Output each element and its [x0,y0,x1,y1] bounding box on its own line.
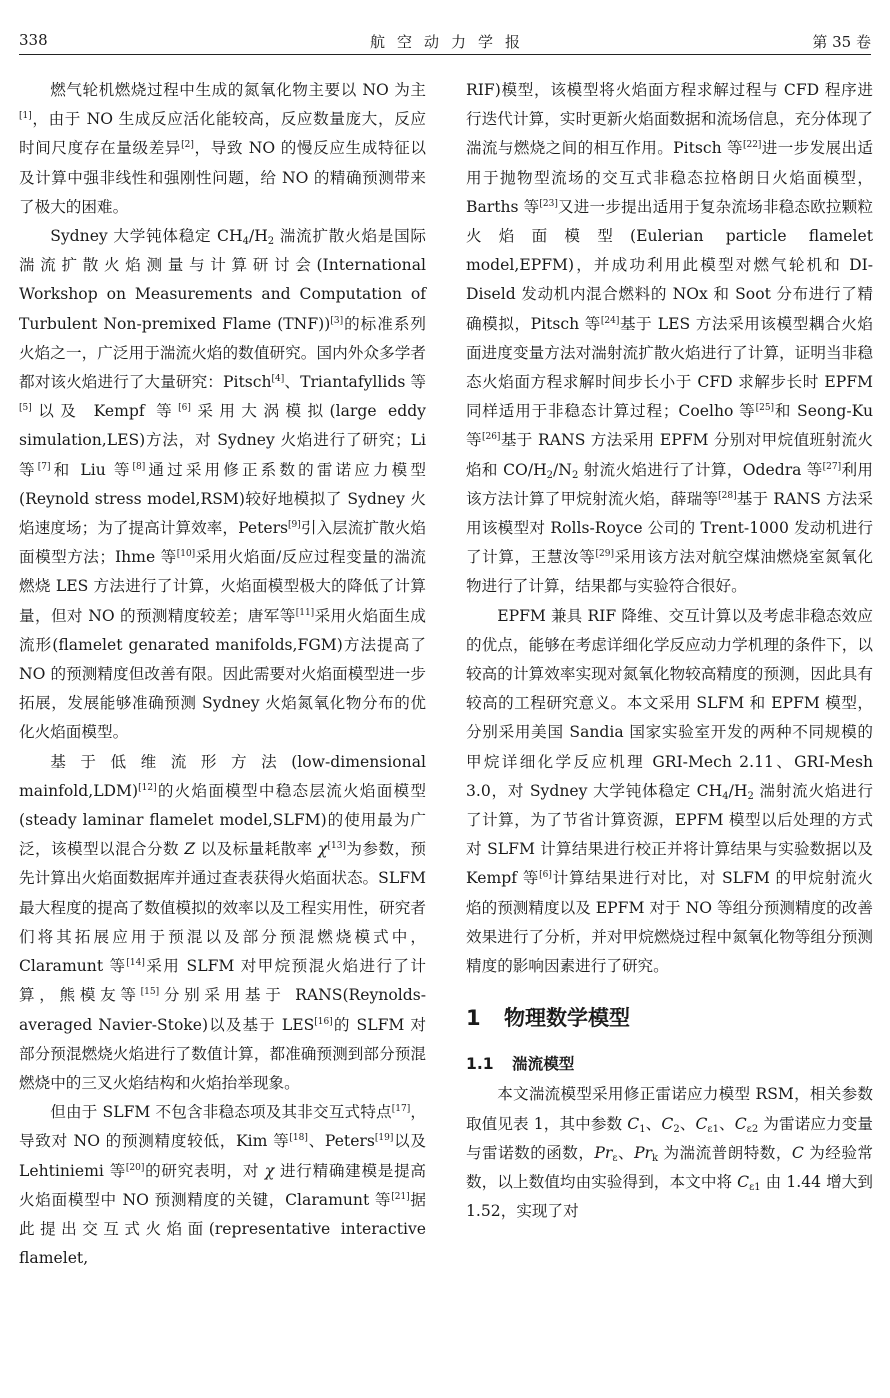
text-run: 采用火焰面生成流形(flamelet genarated manifolds,FGM)方法提高了 NO 的预测精度但改善有限。因此需要对火焰面模型进一步拓展，发展能够准确预测 Sydney 火焰氮氧化物分布的优化火焰面模型。 [19,606,426,742]
citation-ref: [1] [19,111,32,122]
citation-ref: [18] [289,1133,308,1144]
text-run: EPFM 兼具 RIF 降维、交互计算以及考虑非稳态效应的优点，能够在考虑详细化学反应动力学机理的条件下，以较高的计算效率实现对氮氧化物较高精度的预测，因此具有较高的工程研究意义。本文采用 SLFM 和 EPFM 模型，分别采用美国 Sandia 国家实验室开发的两种不同规模的甲烷详细化学反应机理 GRI-Mech 2.11、GRI-Mesh 3.0，对 Sydney 大学钝体稳定 CH [466,606,873,800]
citation-ref: [28] [718,490,737,501]
paragraph [466,76,873,602]
right-column-body [466,76,873,981]
citation-ref: [5] [19,403,32,414]
section-title: 物理数学模型 [504,1006,630,1031]
text-run: 燃气轮机燃烧过程中生成的氮氧化物主要以 NO 为主 [50,81,426,99]
text-run: /H [728,781,748,800]
subscript: 4 [722,790,729,802]
math-symbol: C [661,1114,674,1133]
section-heading [466,1002,873,1034]
subscript: 2 [673,1123,680,1135]
page-header [19,30,871,55]
text-run: 进行精确建模是提高火焰面模型中 NO 预测精度的关键，Claramunt 等 [19,1161,426,1209]
subsection-number: 1.1 [466,1055,494,1074]
text-run: 为湍流普朗特数， [658,1143,792,1162]
right-column [466,76,873,1226]
text-run: /H [248,227,268,246]
math-symbol: C [627,1114,640,1133]
citation-ref: [13] [327,841,346,852]
citation-ref: [16] [314,1016,333,1027]
right-column-tail [466,1080,873,1226]
text-run: 采用该方法对航空煤油燃烧室氮氧化物进行了计算，结果都与实验符合很好。 [466,548,873,596]
text-run: 采用火焰面/反应过程变量的湍流燃烧 LES 方法进行了计算，火焰面模型极大的降低了计算量，但对 NO 的预测精度较差；唐军等 [19,548,426,625]
text-run: 以及 Lehtiniemi 等 [19,1132,426,1180]
text-run: 但由于 SLFM 不包含非稳态项及其非交互式特点 [50,1103,392,1122]
citation-ref: [27] [822,461,842,472]
citation-ref: [20] [125,1162,145,1173]
subscript: k [652,1152,659,1164]
text-run: 、 [617,1143,635,1162]
volume-label: 第 35 卷 [812,33,871,51]
text-run: 采用大涡模拟(large eddy simulation,LES)方法，对 Sydney 火焰进行了研究；Li 等 [19,402,426,479]
citation-ref: [22] [742,140,762,151]
math-symbol: Z [184,840,196,859]
text-run: 为参数，预先计算出火焰面数据库并通过查表获得火焰面状态。SLFM 最大程度的提高了数值模拟的效率以及工程实用性，研究者们将其拓展应用于预混以及部分预混燃烧模式中，Claramunt 等 [19,840,426,976]
text-run: 基于 LES 方法采用该模型耦合火焰面进度变量方法对湍射流扩散火焰进行了计算，证明当非稳态火焰面方程求解时间步长小于 CFD 求解步长时 EPFM 同样适用于非稳态计算过程；Coelho 等 [466,314,873,421]
citation-ref: [24] [600,315,620,326]
text-run: 进一步发展出适用于抛物型流场的交互式非稳态拉格朗日火焰面模型，Barths 等 [466,139,873,216]
text-run: 为雷诺应力变量与雷诺数的函数， [466,1114,873,1162]
citation-ref: [21] [391,1191,410,1202]
text-run: 的研究表明，对 [144,1161,265,1180]
text-run: 通过采用修正系数的雷诺应力模型(Reynold stress model,RSM)较好地模拟了 Sydney 火焰速度场；为了提高计算效率，Peters [19,460,426,538]
text-run: 基于 RANS 方法采用 EPFM 分别对甲烷值班射流火焰和 CO/H [466,431,873,479]
text-run: 又进一步提出适用于复杂流场非稳态欧拉颗粒火焰面模型(Eulerian particle flamelet model,EPFM)，并成功利用此模型对燃气轮机和 DI-Diseld 发动机内混合燃料的 NOx 和 Soot 分布进行了精确模拟，Pitsch 等 [466,197,873,333]
text-run: 湍射流火焰进行了计算，为了节省计算资源，EPFM 模型以后处理的方式对 SLFM 计算结果进行校正并将计算结果与实验数据以及 Kempf 等 [466,781,873,888]
text-run: 为经验常数，以上数值均由实验得到，本文中将 [466,1143,873,1191]
text-run: /N [553,460,572,479]
paragraph [19,1098,426,1273]
math-symbol: C [695,1114,708,1133]
paragraph [19,76,426,222]
math-symbol: C [734,1114,747,1133]
citation-ref: [26] [481,432,501,443]
text-run: ，导致 NO 的慢反应生成特征以及计算中强非线性和强刚性问题，给 NO 的精确预测带来了极大的困难。 [19,139,426,216]
citation-ref: [8] [132,461,146,472]
subscript: ε2 [746,1123,759,1135]
citation-ref: [3] [330,315,344,326]
citation-ref: [14] [126,958,145,969]
math-symbol: χ [318,840,328,859]
text-run: 的 SLFM 对部分预混燃烧火焰进行了数值计算，都准确预测到部分预混燃烧中的三叉火焰结构和火焰抬举现象。 [19,1015,426,1092]
subsection-title: 湍流模型 [512,1055,575,1074]
subscript: 4 [242,236,249,248]
subscript: 2 [546,469,554,481]
math-symbol: Pr [594,1143,613,1162]
text-run: 本文湍流模型采用修正雷诺应力模型 RSM，相关参数取值见表 1，其中参数 [466,1085,873,1133]
text-run: 的火焰面模型中稳态层流火焰面模型(steady laminar flamelet model,SLFM)的使用最为广泛，该模型以混合分数 [19,781,426,859]
subscript: ε [612,1152,618,1164]
text-run: 引入层流扩散火焰面模型方法；Ihme 等 [19,519,426,567]
text-run: 计算结果进行对比，对 SLFM 的甲烷射流火焰的预测精度以及 EPFM 对于 NO 等组分预测精度的改善效果进行了分析，并对甲烷燃烧过程中氮氧化物等组分预测精度的影响因素进行了研究。 [466,869,873,976]
journal-title: 航空动力学报 [369,33,532,51]
citation-ref: [6] [539,870,552,881]
text-run: 利用该方法计算了甲烷射流火焰，薛瑞等 [466,460,873,508]
citation-ref: [19] [374,1133,394,1144]
text-run: 和 Seong-Ku 等 [466,402,873,450]
text-run: 、Triantafyllids 等 [284,373,426,392]
text-run: 的标准系列火焰之一，广泛用于湍流火焰的数值研究。国内外众多学者都对该火焰进行了大量研究：Pitsch [19,314,426,392]
citation-ref: [6] [178,403,191,414]
text-run: 、 [645,1114,662,1133]
text-run: 基于 RANS 方法采用该模型对 Rolls-Royce 公司的 Trent-1000 发动机进行了计算，王慧汝等 [466,489,873,567]
subscript: 2 [267,236,275,248]
citation-ref: [15] [140,987,160,998]
citation-ref: [10] [176,549,196,560]
subscript: 2 [571,469,579,481]
subscript: ε1 [707,1123,719,1135]
page-number: 338 [19,31,48,49]
text-run: 基于低维流形方法(low-dimensional mainfold,LDM) [19,752,426,800]
citation-ref: [9] [288,520,301,531]
text-run: 采用 SLFM 对甲烷预混火焰进行了计算，熊模友等 [19,957,426,1005]
text-run: 由 1.44 增大到 1.52，实现了对 [466,1172,873,1221]
math-symbol: C [737,1172,750,1191]
text-run: 以及 Kempf 等 [31,402,179,421]
text-run: 和 Liu 等 [50,460,133,479]
text-run: 、Peters [307,1132,375,1151]
text-run: ，由于 NO 生成反应活化能较高，反应数量庞大，反应时间尺度存在量级差异 [19,110,426,158]
text-run: 湍流扩散火焰是国际湍流扩散火焰测量与计算研讨会(International Workshop on Measurements and Computation of Turbulent Non-premixed Flame (TNF)) [19,227,426,333]
citation-ref: [7] [37,461,51,472]
citation-ref: [11] [295,607,315,618]
text-run: 分别采用基于 RANS(Reynolds-averaged Navier-Stoke)以及基于 LES [19,986,426,1034]
text-run: 射流火焰进行了计算，Odedra 等 [578,460,823,479]
subscript: ε1 [749,1181,761,1193]
subscript: 2 [747,790,754,802]
text-run: Sydney 大学钝体稳定 CH [50,227,243,246]
citation-ref: [17] [391,1104,411,1115]
paragraph [19,748,426,1098]
citation-ref: [12] [138,782,157,793]
text-run: 以及标量耗散率 [195,840,319,859]
math-symbol: C [791,1143,804,1162]
subsection-heading [466,1050,873,1078]
citation-ref: [25] [755,403,775,414]
citation-ref: [2] [181,140,194,151]
citation-ref: [23] [539,198,558,209]
paragraph [19,222,426,748]
text-run: ，导致对 NO 的预测精度较低，Kim 等 [19,1103,426,1151]
text-run: 、 [679,1114,696,1133]
paragraph [466,602,873,982]
paragraph [466,1080,873,1226]
section-number: 1 [466,1006,481,1031]
math-symbol: Pr [634,1143,653,1162]
subscript: 1 [639,1123,646,1135]
math-symbol: χ [264,1161,275,1180]
citation-ref: [4] [271,374,285,385]
left-column [19,76,426,1273]
text-run: RIF)模型，该模型将火焰面方程求解过程与 CFD 程序进行迭代计算，实时更新火焰面数据和流场信息，充分体现了湍流与燃烧之间的相互作用。Pitsch 等 [466,81,873,158]
text-run: 、 [718,1114,735,1133]
text-run: 据此提出交互式火焰面(representative interactive flamelet, [19,1190,426,1268]
citation-ref: [29] [595,549,614,560]
